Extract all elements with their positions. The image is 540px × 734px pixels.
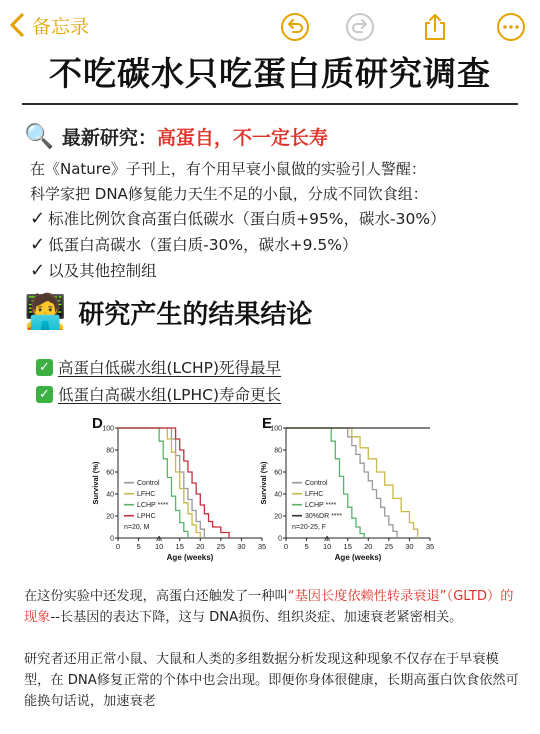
y-tick-label: 100 (270, 425, 282, 433)
result-text: 低蛋白高碳水组(LPHC)寿命更长 (58, 386, 282, 404)
section1-label: 最新研究： (61, 126, 157, 149)
section1-highlight: 高蛋自，不一定长寿 (156, 126, 328, 149)
x-tick-label: 5 (304, 542, 309, 551)
y-tick-label: 40 (274, 491, 282, 499)
sample-note: n=20, M (124, 524, 150, 532)
section1-line-1: 在《Nature》子刊上，有个用早衰小鼠做的实验引人警醒： (30, 160, 426, 178)
legend-label: Control (305, 480, 328, 488)
legend-label: LCHP **** (305, 502, 337, 510)
x-axis-label: Age (weeks) (166, 553, 214, 562)
x-tick-label: 20 (364, 542, 373, 551)
section2-heading (24, 292, 312, 332)
y-tick-label: 80 (274, 447, 282, 455)
x-tick-label: 25 (216, 542, 226, 551)
survival-chart-e (256, 412, 452, 562)
x-tick-label: 0 (115, 542, 121, 551)
x-tick-label: 5 (136, 542, 141, 551)
series-line (118, 428, 229, 538)
checkmark-icon: ✓ (30, 207, 46, 229)
body-text-a: 在这份实验中还发现，高蛋白还触发了一种叫 (24, 589, 288, 604)
check-item-text: 低蛋白高碳水（蛋白质-30%，碳水+9.5%） (48, 236, 358, 254)
y-tick-label: 60 (274, 469, 282, 477)
body-paragraph-1 (24, 586, 520, 628)
person-laptop-icon: 🧑‍💻 (24, 292, 67, 332)
y-tick-label: 0 (110, 535, 114, 543)
green-check-icon: ✓ (36, 359, 53, 376)
section2-label: 研究产生的结果结论 (78, 299, 313, 330)
y-tick-label: 80 (106, 447, 114, 455)
y-tick-label: 60 (106, 469, 114, 477)
y-tick-label: 100 (102, 425, 114, 433)
body-text-b: --长基因的表达下降，这与 DNA损伤、组织炎症、加速衰老紧密相关。 (50, 610, 463, 625)
title-divider (22, 103, 518, 105)
redo-icon[interactable] (345, 12, 375, 42)
x-tick-label: 10 (154, 542, 164, 551)
x-tick-label: 30 (405, 542, 414, 551)
section1-line-2: 科学家把 DNA修复能力天生不足的小鼠，分成不同饮食组： (30, 185, 428, 203)
body-paragraph-2: 研究者还用正常小鼠、大鼠和人类的多组数据分析发现这种现象不仅存在于早衰模型，在 DNA修复正常的个体中也会出现。即便你身体很健康，长期高蛋白饮食依然可能换句话说，加速衰老 (24, 652, 519, 709)
x-tick-label: 30 (237, 542, 246, 551)
y-tick-label: 40 (106, 491, 114, 499)
undo-icon[interactable] (280, 12, 310, 42)
back-label: 备忘录 (32, 15, 90, 38)
share-icon[interactable] (420, 12, 450, 42)
legend-label: LFHC (137, 491, 156, 499)
x-tick-label: 0 (283, 542, 289, 551)
y-axis-label: Survival (%) (91, 461, 100, 505)
chevron-left-icon (6, 12, 28, 38)
x-tick-label: 25 (384, 542, 394, 551)
check-item-text: 标准比例饮食高蛋白低碳水（蛋白质+95%，碳水-30%） (48, 210, 446, 228)
back-button[interactable] (6, 10, 89, 40)
x-tick-label: 35 (425, 542, 435, 551)
legend-label: Control (137, 480, 160, 488)
y-tick-label: 20 (106, 513, 114, 521)
sample-note: n=20-25, F (292, 524, 327, 532)
check-item-text: 以及其他控制组 (48, 262, 157, 280)
check-item (30, 233, 358, 255)
green-check-icon: ✓ (36, 386, 53, 403)
top-bar (0, 0, 540, 52)
result-item (36, 356, 281, 378)
x-tick-label: 15 (343, 542, 352, 551)
checkmark-icon: ✓ (30, 233, 46, 255)
legend-label: LCHP **** (137, 502, 169, 510)
y-tick-label: 20 (274, 513, 282, 521)
x-tick-label: 20 (196, 542, 205, 551)
x-tick-label: 10 (322, 542, 332, 551)
panel-letter: D (92, 415, 103, 432)
legend-label: LPHC (137, 513, 156, 521)
legend-label: 30%DR **** (305, 513, 342, 521)
more-icon[interactable] (496, 12, 526, 42)
result-item (36, 383, 281, 405)
page-title: 不吃碳水只吃蛋白质研究调查 (49, 54, 491, 93)
x-tick-label: 15 (175, 542, 184, 551)
y-axis-label: Survival (%) (259, 461, 268, 505)
x-axis-label: Age (weeks) (334, 553, 382, 562)
check-item (30, 259, 157, 281)
survival-chart-d (86, 412, 276, 562)
y-tick-label: 0 (278, 535, 282, 543)
checkmark-icon: ✓ (30, 259, 46, 281)
x-tick-label: 35 (257, 542, 267, 551)
body-text-highlight: “基因长度依赖性转录衰退”（GLTD）的现象 (24, 589, 514, 625)
check-item (30, 207, 446, 229)
legend-label: LFHC (305, 491, 324, 499)
result-text: 高蛋白低碳水组(LCHP)死得最早 (58, 359, 282, 377)
section1-heading (24, 122, 328, 150)
panel-letter: E (262, 415, 273, 432)
magnifier-icon: 🔍 (24, 122, 54, 150)
series-line (286, 428, 397, 538)
